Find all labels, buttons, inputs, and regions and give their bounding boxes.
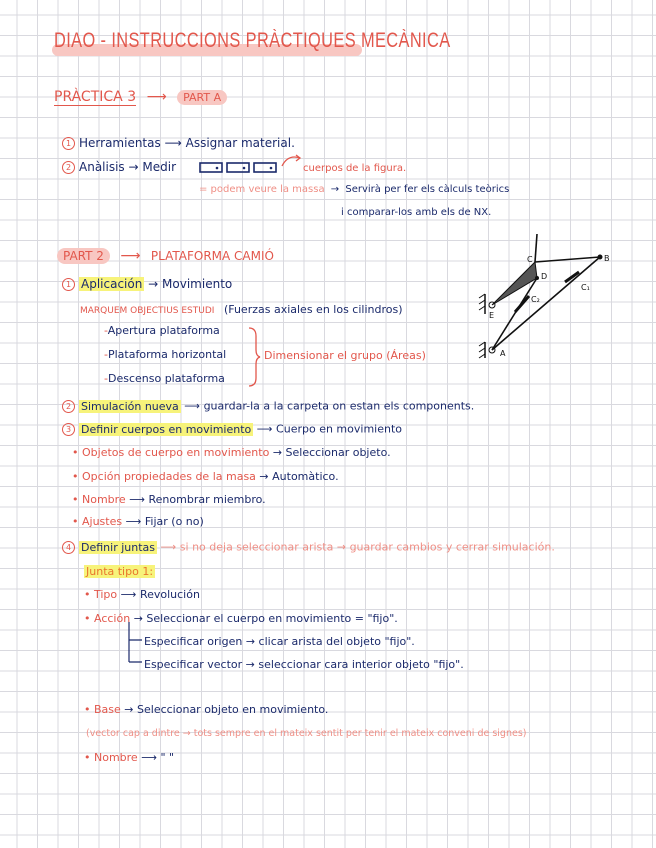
arrow-icon: ⟶ [160, 540, 177, 554]
diagram-label: C₂ [531, 295, 540, 304]
diagram-label: B [604, 254, 610, 263]
objetivos-value: (Fuerzas axiales en los cilindros) [223, 303, 403, 316]
comparar-note: i comparar-los amb els de NX. [341, 207, 492, 218]
arrow-icon: → [245, 658, 255, 671]
practica-header [54, 90, 227, 104]
number-badge: 1 [62, 137, 75, 150]
item-label: Herramientas [79, 136, 161, 150]
aplicacion-row [62, 278, 232, 291]
part-2-badge: PART 2 [57, 248, 110, 264]
aplicacion-value: Movimiento [162, 277, 233, 291]
mechanism-diagram [475, 232, 615, 362]
number-badge: 3 [62, 423, 75, 436]
arrow-icon: → [124, 703, 134, 716]
list-item: -Plataforma horizontal [104, 348, 227, 361]
diagram-label: C₁ [581, 283, 590, 292]
diagram-label: D [541, 272, 548, 281]
curved-arrow-icon [280, 152, 302, 168]
arrow-icon: → [245, 635, 256, 648]
number-badge: 2 [62, 400, 75, 413]
list-item: -Apertura plataforma [104, 324, 220, 337]
masa-note: = podem veure la massa → Servirà per fer els càlculs teòrics [199, 184, 510, 195]
item-value: Assignar material. [185, 136, 295, 150]
arrow-icon: ⟶ [164, 136, 182, 150]
step-label: Definir juntas [81, 540, 155, 554]
arrow-icon: ⟶ [184, 399, 201, 413]
cuerpos-note: cuerpos de la figura. [303, 163, 407, 174]
arrow-icon: ⟶ [120, 248, 141, 264]
page-title: DIAO - INSTRUCCIONS PRÀCTIQUES MECÀNICA [54, 29, 451, 52]
accion-sub: Especificar vector → seleccionar cara interior objeto "fijo". [144, 658, 464, 671]
list-item: -Descenso plataforma [104, 372, 225, 385]
junta-label: Junta tipo 1: [86, 565, 154, 578]
aplicacion-label: Aplicación [81, 277, 143, 291]
accion-sub: Especificar origen → clicar arista del objeto "fijo". [144, 635, 415, 648]
diagram-label: E [489, 311, 495, 320]
step-2-row [62, 400, 474, 413]
bullet-row: • Objetos de cuerpo en movimiento → Seleccionar objeto. [72, 446, 391, 459]
step-value: Cuerpo en movimiento [276, 422, 402, 436]
arrow-icon: ⟶ [256, 422, 273, 436]
part-a-badge: PART A [177, 90, 227, 105]
arrow-icon: ⟶ [146, 89, 167, 105]
bullet-row: • Opción propiedades de la masa → Automàtico. [72, 470, 339, 483]
number-badge: 4 [62, 541, 75, 554]
part-2-title: PLATAFORMA CAMIÓ [150, 249, 274, 263]
arrow-icon: ⟶ [120, 588, 137, 601]
brace-icon [247, 326, 261, 388]
objetivos-row [80, 304, 403, 316]
arrow-icon: → [259, 470, 269, 483]
number-badge: 1 [62, 278, 75, 291]
step-label: Definir cuerpos en movimiento [81, 422, 252, 436]
brace-note: Dimensionar el grupo (Áreas) [264, 349, 426, 362]
bullet-row: • Nombre ⟶ Renombrar miembro. [72, 493, 266, 506]
part-a-item-2 [62, 161, 176, 174]
branch-connector [126, 622, 146, 668]
objetivos-label: MARQUEM OBJECTIUS ESTUDI [80, 306, 215, 316]
arrow-icon: → [148, 277, 159, 291]
step-3-row [62, 423, 402, 436]
arrow-icon: → [272, 446, 283, 459]
boxes-icon [199, 161, 281, 175]
arrow-icon: ⟶ [141, 751, 157, 764]
arrow-icon: ⟶ [129, 493, 145, 506]
part-a-item-1 [62, 137, 295, 150]
accion-row: • Acción → Seleccionar el cuerpo en movimiento = "fijo". [84, 612, 398, 625]
bullet-row: • Ajustes ⟶ Fijar (o no) [72, 515, 204, 528]
nombre-row: • Nombre ⟶ " " [84, 751, 175, 764]
arrow-icon: → [330, 184, 340, 195]
item-label: Anàlisis [79, 160, 125, 174]
arrow-icon: → [133, 612, 143, 625]
tipo-row: • Tipo ⟶ Revolución [84, 588, 200, 601]
part-2-header [57, 249, 274, 263]
arrow-icon: ⟶ [125, 515, 142, 528]
base-row: • Base → Seleccionar objeto en movimiento. [84, 703, 329, 716]
arrow-icon: → [336, 540, 347, 554]
diagram-label: A [500, 349, 506, 358]
step-4-row: 4 Definir juntas ⟶ si no deja seleccionar arista → guardar cambios y cerrar simulación. [62, 541, 555, 554]
diagram-label: C [527, 255, 533, 264]
vector-note: (vector cap a dintre → tots sempre en el mateix sentit per tenir el mateix conveni de signes) [86, 728, 527, 739]
number-badge: 2 [62, 161, 75, 174]
arrow-icon: → [128, 160, 139, 174]
step-label: Simulación nueva [81, 399, 179, 413]
item-value: Medir [142, 160, 177, 174]
practica-label: PRÀCTICA 3 [54, 89, 137, 105]
step-value: guardar-la a la carpeta on estan els components. [203, 399, 475, 413]
